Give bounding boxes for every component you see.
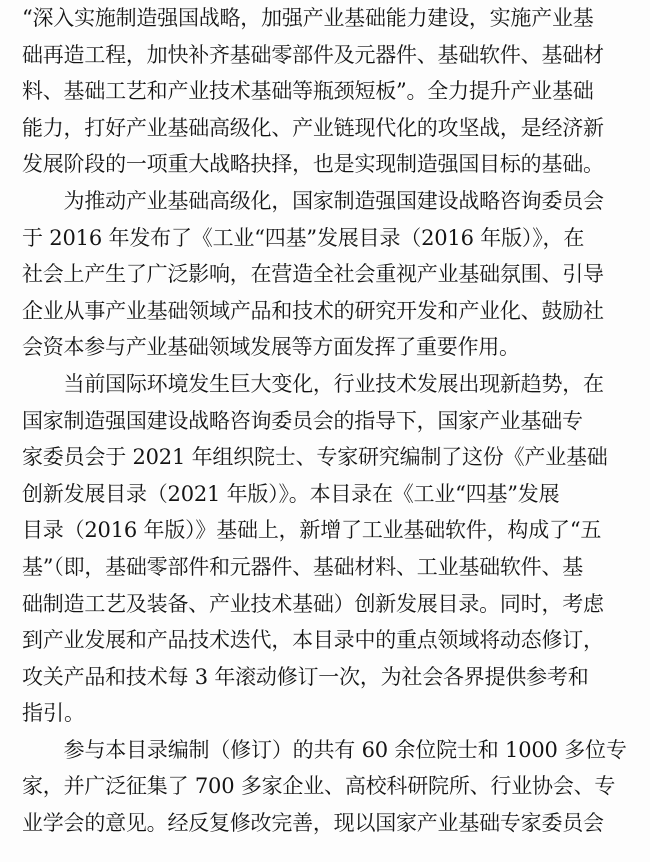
text-line: 社会上产生了广泛影响，在营造全社会重视产业基础氛围、引导: [22, 262, 604, 287]
paragraph: [22, 732, 634, 842]
text-line: 参与本目录编制（修订）的共有 60 余位院士和 1000 多位专: [22, 737, 627, 762]
paragraph: [22, 183, 634, 366]
text-line: 基”（即，基础零部件和元器件、基础材料、工业基础软件、基: [22, 554, 584, 579]
text-line: 创新发展目录（2021 年版）》。本目录在《工业“四基”发展: [22, 481, 560, 506]
document-body: [22, 0, 634, 842]
text-line: 到产业发展和产品技术迭代，本目录中的重点领域将动态修订，: [22, 628, 604, 653]
text-line: 料、基础工艺和产业技术基础等瓶颈短板”。全力提升产业基础: [22, 79, 594, 104]
text-line: 企业从事产业基础领域产品和技术的研究开发和产业化、鼓励社: [22, 298, 604, 323]
text-line: 家，并广泛征集了 700 多家企业、高校科研院所、行业协会、专: [22, 774, 616, 799]
text-line: 家委员会于 2021 年组织院士、专家研究编制了这份《产业基础: [22, 445, 608, 470]
text-line: 为推动产业基础高级化，国家制造强国建设战略咨询委员会: [22, 188, 604, 213]
text-line: 当前国际环境发生巨大变化，行业技术发展出现新趋势，在: [22, 371, 604, 396]
text-line: 国家制造强国建设战略咨询委员会的指导下，国家产业基础专: [22, 408, 583, 433]
text-line: 会资本参与产业基础领域发展等方面发挥了重要作用。: [22, 335, 520, 360]
text-line: 目录（2016 年版）》基础上，新增了工业基础软件，构成了“五: [22, 518, 602, 543]
text-line: 础再造工程，加快补齐基础零部件及元器件、基础软件、基础材: [22, 42, 604, 67]
text-line: 于 2016 年发布了《工业“四基”发展目录（2016 年版）》，在: [22, 225, 585, 250]
paragraph: [22, 366, 634, 732]
text-line: 础制造工艺及装备、产业技术基础）创新发展目录。同时，考虑: [22, 591, 604, 616]
text-line: 发展阶段的一项重大战略抉择，也是实现制造强国目标的基础。: [22, 152, 604, 177]
text-line: “深入实施制造强国战略，加强产业基础能力建设，实施产业基: [22, 6, 594, 30]
text-line: 能力，打好产业基础高级化、产业链现代化的攻坚战，是经济新: [22, 115, 604, 140]
text-line: 指引。: [22, 701, 85, 726]
paragraph: [22, 0, 634, 183]
text-line: 攻关产品和技术每 3 年滚动修订一次，为社会各界提供参考和: [22, 664, 589, 689]
text-line: 业学会的意见。经反复修改完善，现以国家产业基础专家委员会: [22, 811, 604, 836]
